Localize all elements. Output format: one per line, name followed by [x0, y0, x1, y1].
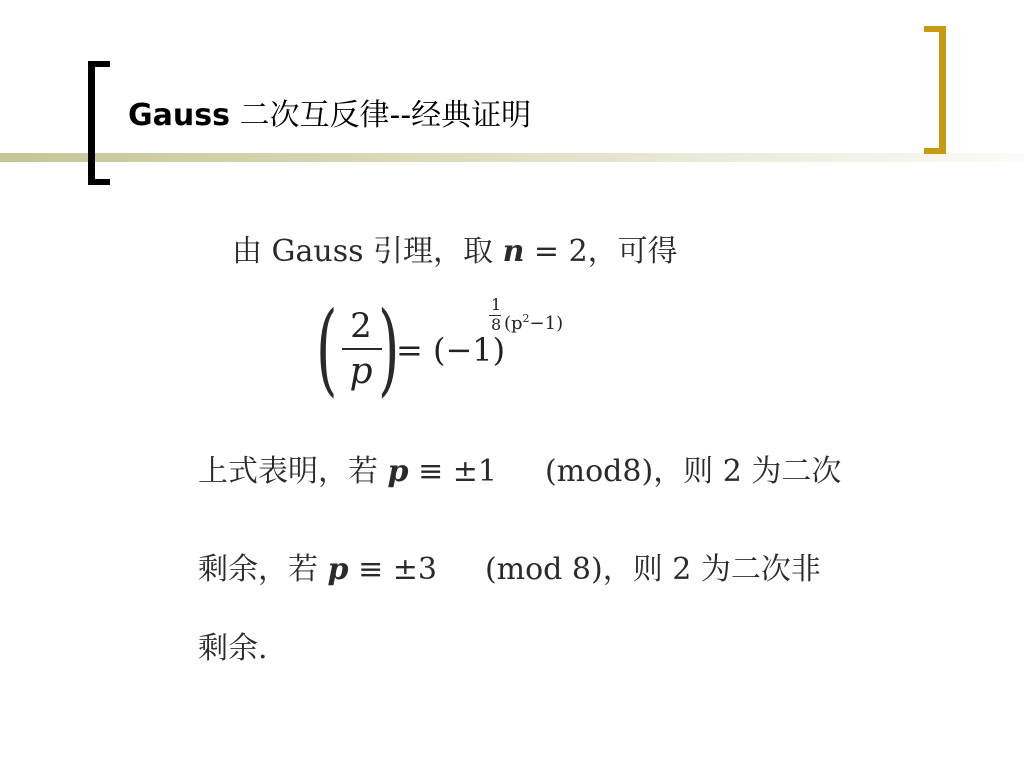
right-bracket-decoration — [924, 26, 946, 154]
line2-var-p: p — [387, 454, 409, 489]
text-line-4: 剩余. — [198, 631, 268, 666]
exponent-superscript: 2 — [522, 312, 530, 325]
slide-title-text: 二次互反律--经典证明 — [229, 98, 532, 133]
legendre-symbol-formula — [316, 290, 586, 407]
line3-text-c: ，则 2 为二次非 — [602, 552, 821, 587]
slide-title-latin: Gauss — [128, 98, 230, 133]
line2-text-c: ，则 2 为二次 — [653, 454, 842, 489]
slide-title — [128, 96, 531, 136]
left-bracket-decoration — [88, 61, 110, 185]
line1-text-b: = 2，可得 — [524, 234, 678, 269]
title-underline-bar — [0, 153, 1024, 162]
exponent-tail — [504, 309, 563, 334]
line2-congruence: ≡ ±1 — [408, 454, 497, 489]
line2-mod: (mod8) — [544, 454, 654, 489]
formula-right-paren: ) — [378, 290, 400, 407]
line3-text-a: 剩余，若 — [198, 552, 328, 587]
exponent-tail-b: −1) — [529, 313, 564, 334]
line1-var-n: n — [502, 234, 525, 269]
exponent-numerator: 1 — [491, 295, 502, 314]
formula-rhs: = (−1) — [396, 331, 506, 369]
line3-mod: (mod 8) — [484, 552, 603, 587]
formula-left-paren: ( — [316, 290, 338, 407]
formula-numerator: 2 — [350, 306, 372, 346]
text-line-2 — [198, 452, 841, 492]
line3-congruence: ≡ ±3 — [348, 552, 437, 587]
line1-text-a: 由 Gauss 引理，取 — [232, 234, 503, 269]
line3-var-p: p — [327, 552, 349, 587]
text-line-1 — [232, 232, 678, 272]
text-line-3 — [198, 550, 821, 590]
formula-fraction-bar — [342, 348, 382, 350]
formula-denominator: p — [349, 351, 373, 392]
exponent-tail-a: (p — [504, 313, 523, 334]
line2-text-a: 上式表明，若 — [198, 454, 388, 489]
exponent-denominator: 8 — [491, 315, 502, 334]
